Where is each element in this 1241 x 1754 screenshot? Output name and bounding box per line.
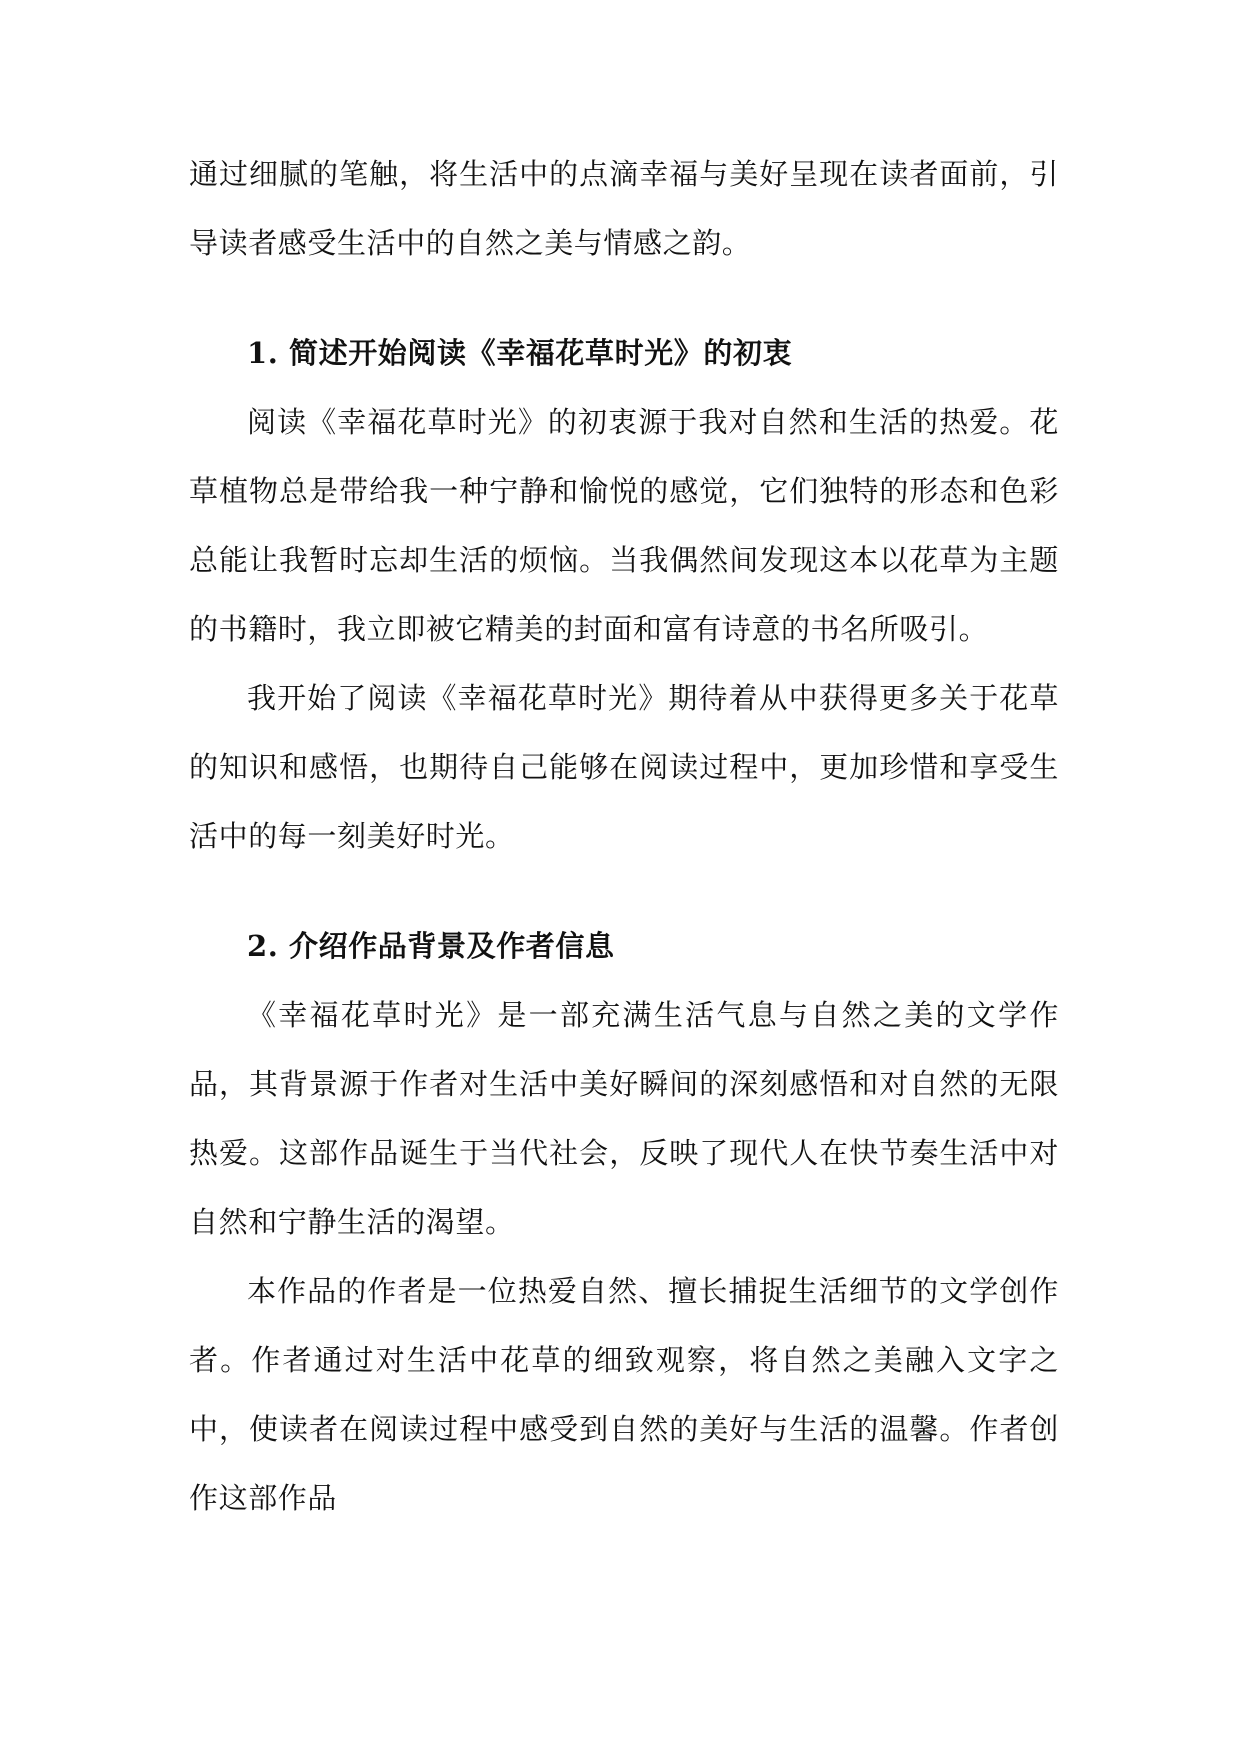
section-title-2: 介绍作品背景及作者信息 (289, 929, 615, 963)
section-number-1: 1. (247, 336, 279, 370)
section-title-1: 简述开始阅读《幸福花草时光》的初衷 (289, 336, 793, 370)
section-1-paragraph-2: 我开始了阅读《幸福花草时光》期待着从中获得更多关于花草的知识和感悟，也期待自己能够在阅读过程中，更加珍惜和享受生活中的每一刻美好时光。 (189, 681, 1059, 853)
section-heading-1 (189, 319, 1059, 388)
intro-paragraph: 通过细腻的笔触，将生活中的点滴幸福与美好呈现在读者面前，引导读者感受生活中的自然之美与情感之韵。 (189, 157, 1059, 260)
section-1-paragraph-1: 阅读《幸福花草时光》的初衷源于我对自然和生活的热爱。花草植物总是带给我一种宁静和愉悦的感觉，它们独特的形态和色彩总能让我暂时忘却生活的烦恼。当我偶然间发现这本以花草为主题的书籍时，我立即被它精美的封面和富有诗意的书名所吸引。 (189, 405, 1059, 646)
section-heading-2 (189, 912, 1059, 981)
section-2-paragraph-1: 《幸福花草时光》是一部充满生活气息与自然之美的文学作品，其背景源于作者对生活中美好瞬间的深刻感悟和对自然的无限热爱。这部作品诞生于当代社会，反映了现代人在快节奏生活中对自然和宁静生活的渴望。 (189, 998, 1059, 1239)
section-number-2: 2. (247, 929, 279, 963)
document-body (189, 140, 1059, 1533)
section-2-paragraph-2: 本作品的作者是一位热爱自然、擅长捕捉生活细节的文学创作者。作者通过对生活中花草的细致观察，将自然之美融入文字之中，使读者在阅读过程中感受到自然的美好与生活的温馨。作者创作这部作品 (189, 1274, 1059, 1515)
